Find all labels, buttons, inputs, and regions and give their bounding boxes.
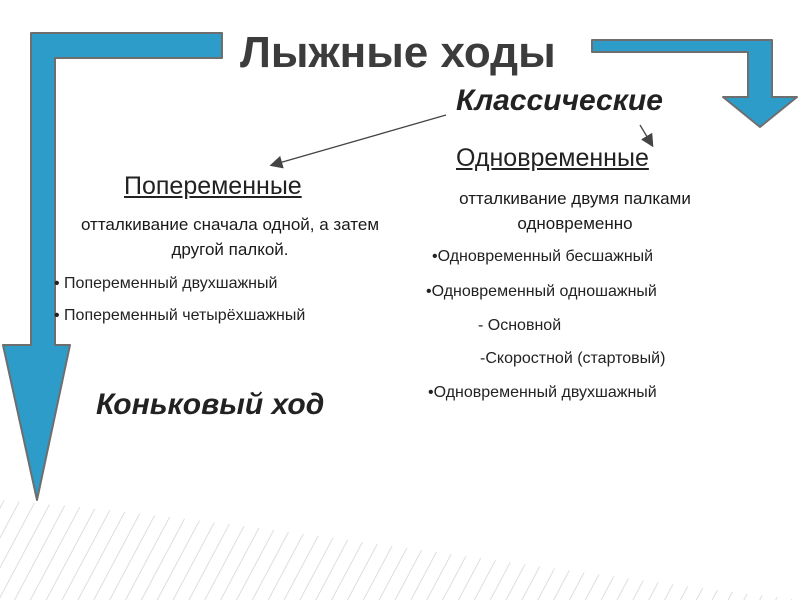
simultaneous-subitem: -Скоростной (стартовый) bbox=[480, 350, 666, 367]
alternating-item: • Попеременный двухшажный bbox=[54, 275, 278, 292]
simultaneous-description: отталкивание двумя палками одновременно bbox=[459, 189, 691, 233]
left-down-arrow bbox=[3, 33, 222, 500]
simultaneous-item: •Одновременный бесшажный bbox=[432, 248, 654, 265]
alternating-item: • Попеременный четырёхшажный bbox=[54, 307, 306, 324]
classic-label: Классические bbox=[456, 84, 663, 117]
alternating-heading: Попеременные bbox=[124, 172, 302, 200]
simultaneous-heading: Одновременные bbox=[456, 144, 649, 172]
page-title: Лыжные ходы bbox=[240, 28, 556, 77]
connector-to-simultaneous bbox=[640, 125, 652, 145]
bottom-stripes bbox=[0, 500, 800, 600]
alternating-description: отталкивание сначала одной, а затем другой палкой. bbox=[80, 215, 380, 259]
simultaneous-item: •Одновременный одношажный bbox=[426, 283, 657, 300]
connector-to-alternating bbox=[272, 115, 446, 165]
simultaneous-item: •Одновременный двухшажный bbox=[428, 384, 657, 401]
skate-label: Коньковый ход bbox=[96, 388, 325, 421]
simultaneous-subitem: - Основной bbox=[478, 317, 562, 334]
